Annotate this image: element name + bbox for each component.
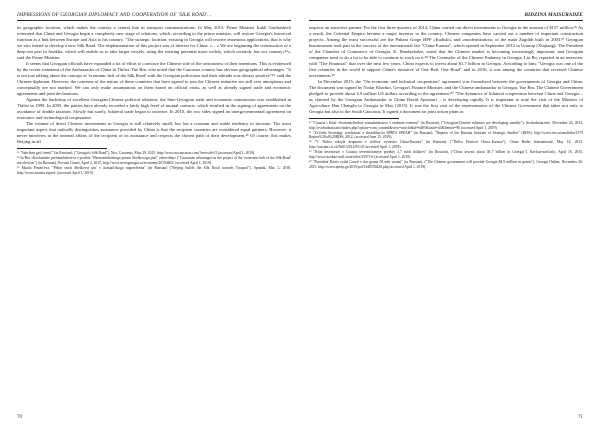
footnote-38: ³⁸ "V Tbilisi otkryla krupnaia v stolitse vystavka China-Eurasia" (in Russian), ("Tbilisi Festival China–Eurasia"), China Radio International, May 18, 2012, http://russian.cri.cn/3601/2012/05/18 (accessed April 1, 2019).: [309, 140, 583, 150]
footnote-34: ³⁴ Iu-Bin «Kavkazskie preimushchestva v proekte "Ekonomicheskogo poiasa Shelkovogo puti" ochevidny» ("Caucasian advantages in the project of the 'economic belt of the Silk Road' are obvious") (in Russian), Novosti Gruzii, April 2, 2015, http://www.newsgeorgia.ru/economy/20150402/ (accessed April 1, 2019).: [17, 156, 291, 165]
footnote-35: ³⁵ Mariia Pimen'eva, "Pekin stroit Shelkovyi put' v tiraspol'skogo napravleniia" (in Russian) ("Beijing builds the Silk Road towards Tiraspol"), Sputnik, Mar. 2, 2018, http://www.eurasia.expert/ (accessed April 1, 2019).: [17, 165, 291, 175]
right-page: [300, 0, 600, 424]
right-footnotes: [309, 121, 583, 170]
right-footnote-rule: [309, 118, 399, 119]
left-paragraph-3: Against the backdrop of excellent Georgian-Chinese political relations, the Sino-Georgian trade and economic commission was established in Tbilisi in 1999. In 2005, the parties have already recorded a fairly high level of mutual contacts, which resulted in the signing of agreements on the avoidance of double taxation. Slowly but surely, bilateral trade began to increase. In 2010, the two sides signed an intergovernmental agreement on economic and technological cooperation.: [17, 97, 291, 121]
right-running-head: [309, 10, 583, 21]
left-page-number: 70: [17, 415, 22, 420]
right-paragraph-1: respects an attractive partner. For the first three quarters of 2014, China carried out direct investments to Georgia in the amount of $157 million.³⁶ As a result, the Celestial Empire became a major investor in the country. Chinese companies have carried out a number of important construction projects. Among the most successful are the Paliani Gorge HPP «Kadiski» and «modernization» of the main Zugdidi built in 2003.³⁷ Georgian businessmen took part in the success of the international fair "China-Eurasia", which opened in September 2012 in Urumqi (Xinjiang). The President of the Chamber of Commerce of Georgia, K. Bandzeladze, noted that the Chinese market is becoming increasingly important, and Georgian companies need to do a lot to be able to continue to work on it.³⁸ The Counselor of the Chinese Embassy in Georgia, Liu Bo, reported in an interview with "The Financial" that over the next few years, China expects to invest about $1.7 billion in Georgia. According to him, "Georgia was one of the first countries in the world to support China's initiative of One Belt, One Road" and in 2016, it was among the countries that received Chinese investments.³⁹: [309, 24, 583, 78]
left-footnotes: [17, 151, 291, 176]
footnote-33: ³³ "Sabchota gzit' tsenit'" (in Russian), ("Georgia's Silk Road"), Nov. Caucasus, May 29, 2015, http://www.nocaucasus.com/?newsid=15 (accessed April 1, 2019).: [17, 150, 256, 155]
left-paragraph-4: The volume of direct Chinese investments in Georgia is still relatively small, but has a constant and stable tendency to increase. The most important aspect that radically distinguishes assistance provided by China is that the recipient countries are considered equal partners. However, it never interferes in the internal affairs of the recipient of its assistance and respects the chosen path of their development.³⁵ Of course, this makes Beijing in all: [17, 121, 291, 145]
right-running-head-text: BIDZINA MAISURADZE: [524, 12, 583, 18]
right-body-text: [309, 25, 583, 116]
footnote-36: ³⁶ "Gruziia i Kitai: ekonomicheskoe sotrudnichestvo v realnom vremeni" (in Russian), ("Georgian-Chinese relations are developing steadily"), Svobodnaia.info, December 24, 2014, http://svobodnaia.info/index.php?option=com_content&view=article&id=6485&catid=43&Itemid=96 (accessed April 1, 2019).: [309, 120, 583, 130]
left-paragraph-1: its geographic location, which makes the country a central link in transport communications. In May 2015, Prime Minister Irakli Garibashvili reiterated that China and Georgia begin a completely new stage of relations, which, according to the prime minister, will restore Georgia's historical function as a link between Europe and Asia to his country. "The strategic location, existing in Georgia will receive enormous applications, that is why we also intend to develop a new Silk Road. The implementation of this project was of interest for China. «…» We are beginning the construction of a deep-sea port in Anaklia, which will enable us to take larger vessels, using the existing potential more widely, which certainly has our country»³³», said the Prime Minister.: [17, 24, 291, 60]
left-running-head-text: IMPRESSIONS OF GEORGIAN DIPLOMACY AND COOPERATION OF 'SILK ROAD'…: [17, 12, 212, 18]
left-body-text: [17, 25, 291, 146]
left-footnote-rule: [17, 148, 107, 149]
left-paragraph-2: It seems that Georgian officials have expanded a lot of effort to convince the Chinese side of the seriousness of their intentions. This is evidenced by the recent statement of the Ambassador of China in Tbilisi, Yue Bin, who noted that the Caucasus country has obvious geographical advantages. "It is not just talking about the concept of 'economic belt of the Silk Road' with the Georgian politicians and their attitude was always positive"³⁴, said the Chinese diplomat. However, the concerns of the nature of these countries that have agreed to join the Chinese initiative are still very amorphous and conceptually are not marked. We can only make assumptions on them based on official visits, as well as already signed trade and economic agreements and joint declarations.: [17, 60, 291, 97]
footnote-40: ⁴⁰ "Prezident Kitaia vydal Gruzii v dar granta 50 mln yuanei" (in Russian), ("The Chinese government will provide Georgia $4.9 million in grants"), Georgia Online, November 26, 2015, http://www.apsny.ge/2015/pol/1448556420.php (accessed April 1, 2019).: [309, 160, 583, 170]
right-paragraph-2: In December 2015, the "On economic and technical cooperation" agreement was formalized between the governments of Georgia and China. The document was signed by Nodar Khaduri, Georgia's Finance Minister, and the Chinese ambassador to Georgia, Yue Bin. The Chinese Government pledged to provide about 4.9 million US dollars according to the agreement.⁴⁰ "The dynamics of bilateral cooperation between China and Georgia – as claimed by the Georgian Ambassador to China David Aptsiauri – is developing rapidly. It is important to note the visit of the Minister of Agriculture Han Changfu to Georgia in May [2015]. It was the first visit of the representative of the Chinese Government that takes not only to Georgia but also to the South Caucasus. It signed a document on joint action plans in: [309, 78, 583, 115]
footnote-37: ³⁷ "Zvi'adia Sozrelagy vreshchast' e shenifikaciia SPRTS SPEAH" (in Russian), "Reports of the Russian Institute of Strategic Studies" (RISS), http://www.riss.ru/analitika/1579 Report%20of%20RISS, 2012, (accessed June 15, 2019).: [309, 130, 583, 140]
left-running-head: [17, 10, 291, 21]
footnote-39: ³⁹ "Kitai investiruet v Gruziiu investitsionnye proekty 1,7 mlrd dollarov" (in Russian), ("China invests about $1.7 billion in Georgia"), Kavkaz-uzel.info, April 16, 2015, http://www.kavkaz-uzel.eu/articles/259716/ (accessed April 1, 2019).: [309, 150, 583, 160]
right-page-number: 71: [578, 415, 583, 420]
